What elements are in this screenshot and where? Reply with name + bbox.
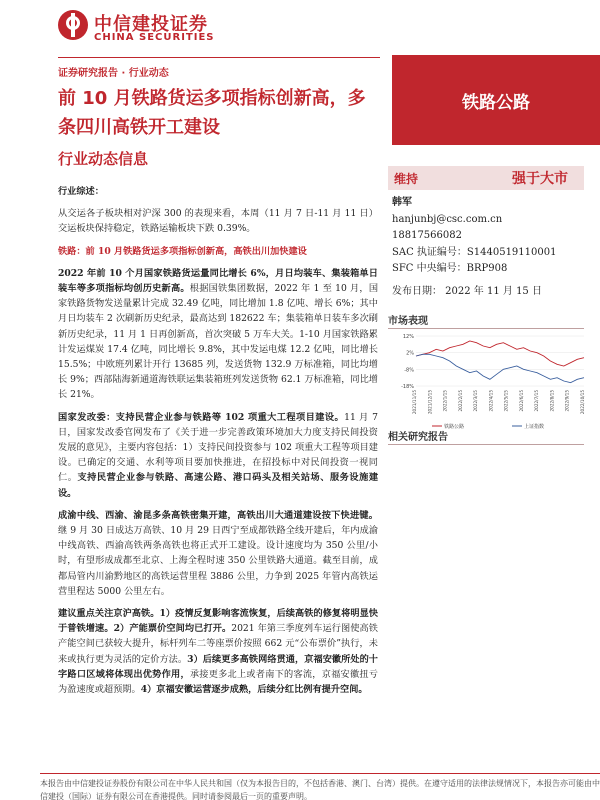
x-tick-label: 2022/4/15 [488, 390, 494, 412]
ndrc-end: 支持民营企业参与铁路、高速公路、港口码头及相关站场、服务设施建设。 [58, 472, 379, 499]
x-tick-label: 2022/6/15 [518, 390, 524, 412]
logo-name-en: CHINA SECURITIES [94, 32, 215, 43]
market-performance-heading: 市场表现 [388, 312, 584, 329]
legend-label: 铁路公路 [444, 424, 465, 430]
market-chart [392, 330, 588, 432]
disclaimer: 本报告由中信建投证券股份有限公司在中华人民共和国（仅为本报告目的，不包括香港、澳门、台湾）提供。在遵守适用的法律法规情况下，本报告亦可能由中信建投（国际）证券有限公司在香港提供。同时请参阅最后一页的重要声明。 [40, 779, 600, 800]
analyst-sac: SAC 执证编号：S1440519110001 [392, 246, 557, 258]
rec-bold-2: 3）后续更多高铁网络贯通，京福安徽所处的十字路口区域将体现出优势作用， [58, 653, 378, 680]
series-line [416, 354, 584, 382]
report-title: 前 10 月铁路货运多项指标创新高，多条四川高铁开工建设 [58, 88, 366, 138]
analyst-sfc: SFC 中央编号：BRP908 [392, 263, 508, 274]
freight-text: 根据国铁集团数据，2022 年 1 至 10 月，国家铁路货物发送量累计完成 32.49 亿吨，同比增加 1.8 亿吨、增长 6%；其中月日均装车 2 次刷新历史纪录，最高达到 182622 车；集装箱单日装车多次刷新历史纪录，11 月 1 日再创新高，首次突破 5 万车大关。1-10 月国家铁路累计发运煤炭 17.4 亿吨，同比增长 9.8%，其中发运电煤 12.2 亿吨，同比增长 15.5%；中欧班列累计开行 13685 列，发送货物 132.9 万标准箱，同比均增长 9%；西部陆海新通道海铁联运集装箱班列发送货物 62.1 万标准箱，同比增长 21%。 [58, 283, 379, 401]
x-tick-label: 2022/1/15 [442, 390, 448, 412]
series-line [416, 341, 584, 366]
sector-banner: 铁路公路 [392, 55, 600, 145]
rec-lead: 建议重点关注京沪高铁。1）疫情反复影响客流恢复，后续高铁的修复将明显快于普铁增速。2）产能票价空间均已打开。 [58, 608, 378, 635]
analyst-phone: 18817566082 [392, 230, 462, 241]
ndrc-lead: 国家发改委：支持民营企业参与铁路等 102 项重大工程项目建设。 [58, 411, 345, 423]
highspeed-text: 继 9 月 30 日成达万高铁、10 月 29 日西宁至成都铁路全线开建后，年内成渝中线高铁、西渝高铁两条高铁也将正式开工建设。设计速度均为 350 公里/小时，有望形成成都至北京、上海全程时速 350 公里铁路大通道。截至目前，成都局管内川渝黔地区的高铁运营里程 3886 公里，力争到 2025 年管内高铁运营里程达 5000 公里左右。 [58, 525, 378, 597]
related-reports-heading: 相关研究报告 [388, 428, 584, 445]
header-divider [58, 57, 380, 58]
analyst-info [392, 195, 592, 300]
y-tick-label: 12% [402, 334, 414, 340]
highspeed-lead: 成渝中线、西渝、渝昆多条高铁密集开建，高铁出川大通道建设按下快进键。 [58, 509, 378, 521]
publish-date: 发布日期： 2022 年 11 月 15 日 [392, 285, 542, 297]
y-tick-label: -18% [401, 384, 414, 390]
rec-bold-3: 4）京福安徽运营逐步成熟，后续分红比例有提升空间。 [140, 684, 368, 696]
logo-name-cn: 中信建投证券 [94, 14, 208, 35]
x-tick-label: 2021/11/15 [412, 390, 417, 415]
x-tick-label: 2022/2/15 [457, 390, 463, 412]
paragraph-recommendation [58, 606, 378, 697]
rating-bar [388, 166, 584, 190]
rating-action: 维持 [394, 172, 419, 186]
x-tick-label: 2022/7/15 [534, 390, 540, 412]
highlight-line: 铁路：前 10 月铁路货运多项指标创新高，高铁出川加快建设 [58, 245, 307, 257]
report-subtitle: 行业动态信息 [58, 150, 149, 168]
rec-text-1: 2021 年第三季度列车运行图使高铁产能空间已获较大提升，标杆列车二等座票价按照 662 元“公布票价”执行，未来或执行更为灵活的定价方法。 [58, 623, 378, 665]
logo-mark-icon [58, 10, 88, 40]
x-tick-label: 2022/10/15 [580, 390, 585, 415]
x-tick-label: 2022/9/15 [564, 390, 570, 412]
paragraph-ndrc [58, 410, 378, 501]
paragraph-highspeed [58, 508, 378, 599]
company-logo [58, 8, 218, 48]
rec-text-2: 承接更多北上或者南下的客流，京福安徽扭亏为盈速度或超预期。 [58, 668, 378, 696]
analyst-email[interactable]: hanjunbj@csc.com.cn [392, 213, 503, 225]
report-category: 证券研究报告 · 行业动态 [58, 68, 169, 79]
x-tick-label: 2022/5/15 [503, 390, 509, 412]
rating-value: 强于大市 [512, 171, 568, 187]
ndrc-text: 11 月 7 日，国家发改委官网发布了《关于进一步完善政策环境加大力度支持民间投资发展的意见》，主要内容包括：1）支持民间投资参与 102 项重大工程等项目建设。已确定的交通、水利等项目要加快推进，在招投标中对民间投资一视同仁。 [58, 411, 378, 484]
analyst-name: 韩军 [392, 197, 412, 208]
report-body [58, 184, 378, 704]
paragraph-freight [58, 266, 378, 403]
overview-heading: 行业综述： [58, 186, 104, 197]
y-tick-label: -8% [404, 367, 414, 374]
x-tick-label: 2021/12/15 [427, 390, 433, 415]
footer-divider [40, 773, 600, 774]
x-tick-label: 2022/8/15 [549, 390, 555, 412]
x-tick-label: 2022/3/15 [473, 390, 479, 412]
y-tick-label: 2% [406, 350, 414, 357]
freight-lead: 2022 年前 10 个月国家铁路货运量同比增长 6%，月日均装车、集装箱单日装车等多项指标均创历史新高。 [58, 267, 378, 295]
overview-paragraph: 从交运各子板块相对沪深 300 的表现来看，本周（11 月 7 日-11 月 11 日）交运板块保持稳定，铁路运输板块下跌 0.39%。 [58, 208, 378, 235]
legend-label: 上证指数 [524, 424, 545, 430]
